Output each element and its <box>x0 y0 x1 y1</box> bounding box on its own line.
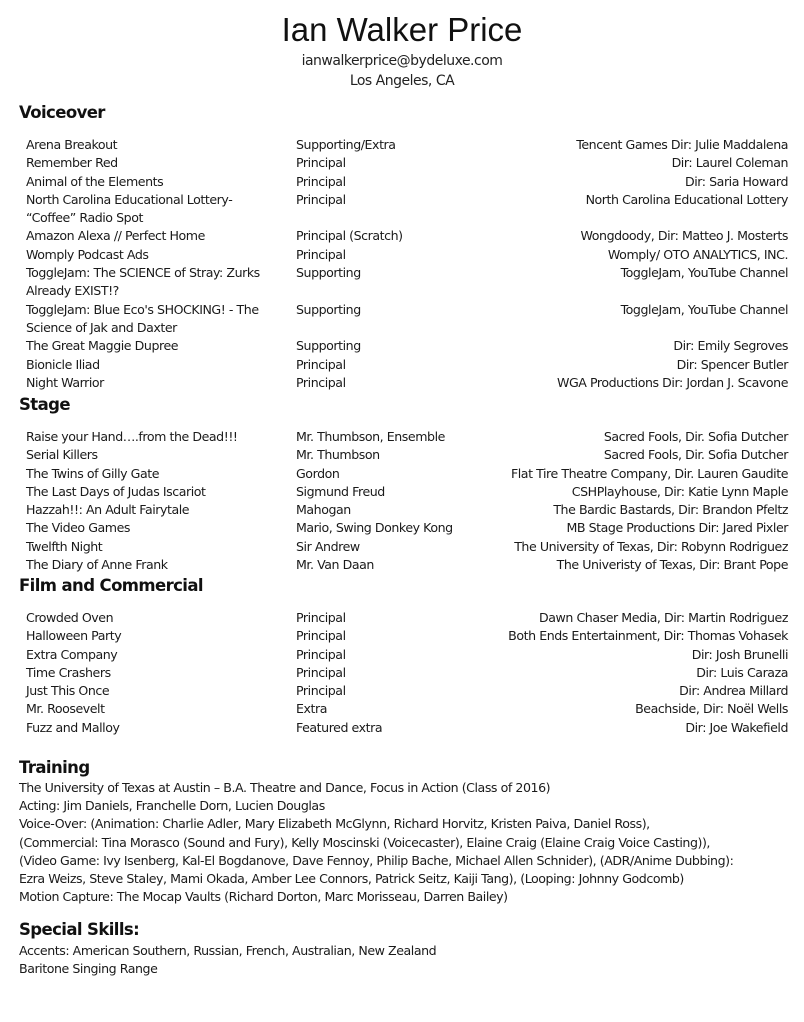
credit-title: Hazzah!!: An Adult Fairytale <box>26 502 190 518</box>
credit-row <box>26 337 788 355</box>
credit-company: WGA Productions Dir: Jordan J. Scavone <box>556 374 788 390</box>
credit-title: Night Warrior <box>26 374 104 390</box>
credit-role: Mr. Thumbson, Ensemble <box>296 429 445 444</box>
credit-row <box>26 227 788 245</box>
credit-title: Crowded Oven <box>26 610 114 625</box>
credit-row <box>26 538 788 556</box>
voiceover-list <box>26 136 788 392</box>
credit-title-line2: Already EXIST!? <box>26 283 119 299</box>
credit-title: The Twins of Gilly Gate <box>26 465 160 481</box>
section-heading-skills: Special Skills: <box>19 920 140 939</box>
credit-company: Dir: Laurel Coleman <box>671 155 788 171</box>
credit-row <box>26 356 788 374</box>
credit-company: Dir: Joe Wakefield <box>685 719 788 735</box>
skills-list <box>19 942 799 978</box>
training-line: Motion Capture: The Mocap Vaults (Richard Dorton, Marc Morisseau, Darren Bailey) <box>19 889 508 905</box>
training-line: (Video Game: Ivy Isenberg, Kal-El Bogdanove, Dave Fennoy, Philip Bache, Michael Allen Schnider), (ADR/Anime Dubbing): <box>19 852 734 868</box>
credit-role: Supporting/Extra <box>296 137 396 152</box>
credit-role: Principal <box>296 155 346 171</box>
credit-role: Extra <box>296 701 327 717</box>
credit-company: ToggleJam, YouTube Channel <box>620 301 788 317</box>
credit-company: Tencent Games Dir: Julie Maddalena <box>576 137 788 152</box>
training-line: (Commercial: Tina Morasco (Sound and Fury), Kelly Moscinski (Voicecaster), Elaine Craig (Elaine Craig Voice Casting)), <box>19 834 710 850</box>
section-heading-film: Film and Commercial <box>19 576 203 595</box>
credit-company: Flat Tire Theatre Company, Dir. Lauren Gaudite <box>510 465 788 481</box>
credit-role: Principal <box>296 191 346 207</box>
credit-company: Dir: Saria Howard <box>684 173 788 189</box>
credit-role: Supporting <box>296 301 361 317</box>
email-link[interactable]: ianwalkerprice@bydeluxe.com <box>301 53 503 69</box>
credit-role: Mahogan <box>296 502 351 518</box>
credit-role: Principal <box>296 664 346 680</box>
credit-company: Sacred Fools, Dir. Sofia Dutcher <box>603 429 788 444</box>
credit-role: Principal <box>296 246 346 262</box>
credit-title: Mr. Roosevelt <box>26 701 105 717</box>
credit-company: Beachside, Dir: Noël Wells <box>635 701 788 717</box>
credit-row <box>26 609 788 627</box>
credit-title: Fuzz and Malloy <box>26 719 120 735</box>
credit-title: Womply Podcast Ads <box>26 246 149 262</box>
skill-line: Accents: American Southern, Russian, French, Australian, New Zealand <box>19 943 437 958</box>
credit-title-line1: ToggleJam: The SCIENCE of Stray: Zurks <box>26 265 260 281</box>
credit-title: The Diary of Anne Frank <box>26 557 168 573</box>
credit-title: Raise your Hand….from the Dead!!! <box>26 429 238 444</box>
credit-row <box>26 501 788 519</box>
credit-company: North Carolina Educational Lottery <box>585 191 788 207</box>
film-list <box>26 609 788 737</box>
credit-role: Principal <box>296 610 346 625</box>
credit-role: Sigmund Freud <box>296 483 385 499</box>
stage-list <box>26 428 788 574</box>
credit-row <box>26 646 788 664</box>
credit-row <box>26 719 788 737</box>
credit-role: Featured extra <box>296 719 383 735</box>
credit-role: Supporting <box>296 265 361 281</box>
credit-title: Arena Breakout <box>26 137 118 152</box>
credit-title <box>26 264 296 301</box>
credit-role: Principal <box>296 628 346 644</box>
credit-row <box>26 556 788 574</box>
candidate-name: Ian Walker Price <box>281 11 523 48</box>
credit-company: The University of Texas, Dir: Robynn Rodriguez <box>514 538 788 554</box>
credit-row <box>26 191 788 228</box>
credit-company: Dir: Josh Brunelli <box>691 646 788 662</box>
credit-title: Bionicle Iliad <box>26 356 100 372</box>
credit-role: Gordon <box>296 465 340 481</box>
credit-row <box>26 246 788 264</box>
credit-title: The Last Days of Judas Iscariot <box>26 483 206 499</box>
credit-role: Mario, Swing Donkey Kong <box>296 520 453 536</box>
credit-company: Sacred Fools, Dir. Sofia Dutcher <box>603 447 788 463</box>
credit-company: Dir: Luis Caraza <box>696 664 788 680</box>
credit-role: Principal <box>296 374 346 390</box>
credit-title: The Video Games <box>26 520 131 536</box>
credit-row <box>26 700 788 718</box>
credit-title-line2: “Coffee” Radio Spot <box>26 210 143 226</box>
credit-company: Both Ends Entertainment, Dir: Thomas Vohasek <box>508 628 788 644</box>
credit-title: Serial Killers <box>26 447 98 463</box>
credit-row <box>26 682 788 700</box>
credit-company: ToggleJam, YouTube Channel <box>620 265 788 281</box>
credit-title: Time Crashers <box>26 664 111 680</box>
credit-role: Supporting <box>296 338 361 354</box>
credit-company: Wongdoody, Dir: Matteo J. Mosterts <box>580 228 788 244</box>
credit-title: Twelfth Night <box>26 538 103 554</box>
credit-row <box>26 136 788 154</box>
credit-company: Dir: Spencer Butler <box>676 356 788 372</box>
credit-title <box>26 301 296 338</box>
credit-company: Dir: Andrea Millard <box>679 683 788 699</box>
credit-title <box>26 191 296 228</box>
credit-row <box>26 664 788 682</box>
credit-title: Animal of the Elements <box>26 173 164 189</box>
credit-row <box>26 154 788 172</box>
credit-role: Principal <box>296 646 346 662</box>
location: Los Angeles, CA <box>349 73 455 89</box>
credit-role: Mr. Van Daan <box>296 557 374 573</box>
credit-company: Dawn Chaser Media, Dir: Martin Rodriguez <box>539 610 788 625</box>
credit-row <box>26 173 788 191</box>
credit-title: Remember Red <box>26 155 118 171</box>
credit-role: Principal <box>296 356 346 372</box>
credit-title: The Great Maggie Dupree <box>26 338 179 354</box>
credit-row <box>26 264 788 301</box>
credit-title-line1: ToggleJam: Blue Eco's SHOCKING! - The <box>26 301 259 317</box>
credit-company: The Bardic Bastards, Dir: Brandon Pfeltz <box>553 502 788 518</box>
credit-row <box>26 519 788 537</box>
credit-company: Womply/ OTO ANALYTICS, INC. <box>607 246 788 262</box>
credit-row <box>26 627 788 645</box>
credit-role: Sir Andrew <box>296 538 360 554</box>
training-line: Voice-Over: (Animation: Charlie Adler, Mary Elizabeth McGlynn, Richard Horvitz, Kristen Paiva, Daniel Ross), <box>19 816 650 832</box>
credit-title: Amazon Alexa // Perfect Home <box>26 228 205 244</box>
credit-title: Extra Company <box>26 646 118 662</box>
credit-row <box>26 374 788 392</box>
credit-row <box>26 428 788 446</box>
training-line: Ezra Weizs, Steve Staley, Mami Okada, Amber Lee Connors, Patrick Seitz, Kaiji Tang), (Looping: Johnny Godcomb) <box>19 871 684 887</box>
training-line: Acting: Jim Daniels, Franchelle Dorn, Lucien Douglas <box>19 798 325 814</box>
credit-row <box>26 446 788 464</box>
training-line: The University of Texas at Austin – B.A. Theatre and Dance, Focus in Action (Class of 2016) <box>19 780 551 795</box>
credit-company: Dir: Emily Segroves <box>673 338 788 354</box>
credit-company: MB Stage Productions Dir: Jared Pixler <box>566 520 788 536</box>
training-list <box>19 779 799 906</box>
credit-row <box>26 301 788 338</box>
credit-title: Just This Once <box>26 683 110 699</box>
credit-role: Mr. Thumbson <box>296 447 380 463</box>
credit-role: Principal (Scratch) <box>296 228 403 244</box>
section-heading-stage: Stage <box>19 395 70 414</box>
credit-title: Halloween Party <box>26 628 122 644</box>
credit-company: The Univeristy of Texas, Dir: Brant Pope <box>556 557 788 573</box>
credit-title-line1: North Carolina Educational Lottery- <box>26 191 233 207</box>
section-heading-voiceover: Voiceover <box>19 103 105 122</box>
section-heading-training: Training <box>19 758 90 777</box>
skill-line: Baritone Singing Range <box>19 961 158 977</box>
credit-row <box>26 465 788 483</box>
credit-title-line2: Science of Jak and Daxter <box>26 319 177 335</box>
credit-row <box>26 483 788 501</box>
credit-role: Principal <box>296 683 346 699</box>
credit-company: CSHPlayhouse, Dir: Katie Lynn Maple <box>571 483 788 499</box>
credit-role: Principal <box>296 173 346 189</box>
